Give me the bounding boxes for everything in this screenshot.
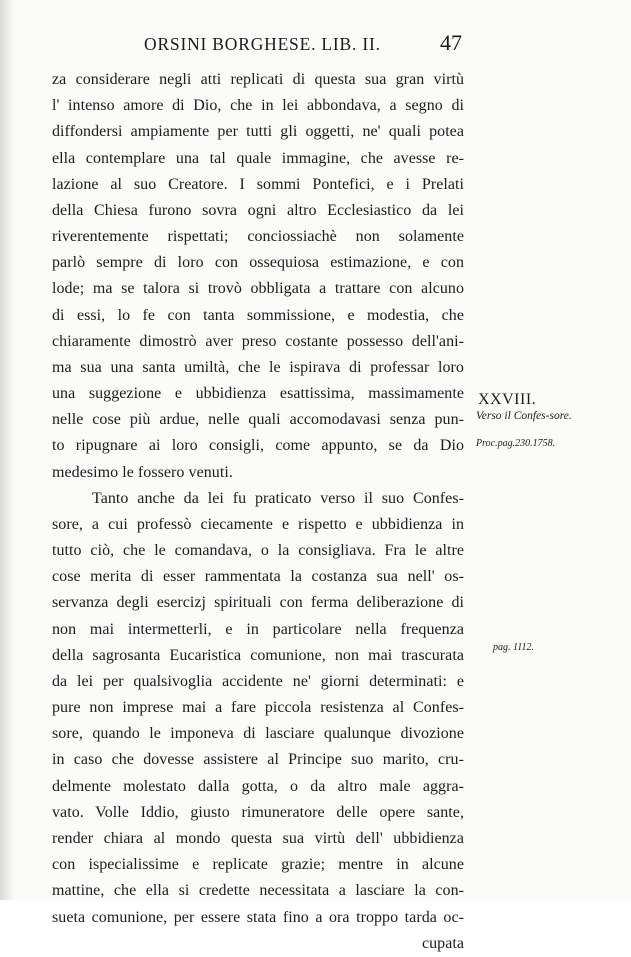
text-line: non mai intermetterli, e in particolare nella frequenza (52, 620, 464, 638)
binding-shadow (0, 0, 14, 900)
text-line: render chiara al mondo questa sua virtù dell' ubbidienza (52, 829, 464, 847)
text-line: lode; ma se talora si trovò obbligata a trattare con alcuno (52, 280, 464, 298)
catchword: cupata (421, 934, 464, 952)
section-number: XXVIII. (478, 391, 537, 408)
text-line: diffondersi ampiamente per tutti gli oggetti, ne' quali potea (52, 123, 464, 141)
text-line: lazione al suo Creatore. I sommi Pontefici, e i Prelati (52, 175, 464, 193)
text-line: l' intenso amore di Dio, che in lei abbondava, a segno di (52, 97, 464, 115)
text-line: servanza degli esercizj spirituali con ferma deliberazione di (52, 594, 464, 612)
page-number: 47 (440, 30, 462, 55)
text-line: chiaramente dimostrò aver preso costante possesso dell'ani- (52, 332, 464, 350)
body-text (52, 67, 464, 957)
text-line: ella contemplare una tal quale immagine, che avesse re- (52, 149, 464, 167)
text-line: della sagrosanta Eucaristica comunione, non mai trascurata (52, 646, 464, 664)
text-line: sueta comunione, per essere stata fino a ora troppo tarda oc- (52, 908, 464, 926)
text-line: sore, a cui professò ciecamente e rispetto e ubbidienza in (52, 515, 464, 533)
running-head: ORSINI BORGHESE. LIB. II. (144, 34, 381, 54)
text-line: pure non imprese mai a fare piccola resistenza al Confes- (52, 699, 464, 717)
paragraph-start-line: Tanto anche da lei fu praticato verso il suo Confes- (92, 489, 464, 507)
text-line: sore, quando le imponeva di lasciare qualunque divozione (52, 725, 464, 743)
text-line: una suggezione e ubbidienza esattissima, massimamente (52, 385, 464, 403)
margin-note-title: Verso il Confes-sore. (476, 410, 572, 422)
text-line: di essi, lo fe con tanta sommissione, e modestia, che (52, 306, 464, 324)
text-line: ma sua una santa umiltà, che le ispirava di professar loro (52, 358, 464, 376)
text-line: vato. Volle Iddio, giusto rimuneratore delle opere sante, (52, 803, 464, 821)
text-line: della Chiesa furono sovra ogni altro Ecclesiastico da lei (52, 201, 464, 219)
text-line: delmente molestato dalla gotta, o da altro male aggra- (52, 777, 464, 795)
text-line: parlò sempre di loro con ossequiosa estimazione, e con (52, 254, 464, 272)
text-line: tutto ciò, che le comandava, o la consigliava. Fra le altre (52, 542, 464, 560)
text-line: nelle cose più ardue, nelle quali accomodavasi senza pun- (52, 411, 464, 429)
text-line: cose merita di esser rammentata la costanza sua nell' os- (52, 568, 464, 586)
text-line: riverentemente rispettati; conciossiachè non solamente (52, 228, 464, 246)
text-line: in caso che dovesse assistere al Principe suo marito, cru- (52, 751, 464, 769)
margin-page-reference: pag. 1112. (493, 642, 535, 653)
text-line: to ripugnare ai loro consigli, come appunto, se da Dio (52, 437, 464, 455)
text-line: da lei per qualsivoglia accidente ne' giorni determinati: e (52, 672, 464, 690)
text-line: za considerare negli atti replicati di questa sua gran virtù (52, 71, 464, 88)
page-header (52, 26, 462, 60)
text-line: mattine, che ella si credette necessitata a lasciare la con- (52, 882, 464, 900)
text-line: medesimo le fossero venuti. (52, 463, 233, 481)
margin-note-reference: Proc.pag.230.1758. (476, 438, 556, 449)
text-line: con ispecialissime e replicate grazie; mentre in alcune (52, 856, 464, 874)
